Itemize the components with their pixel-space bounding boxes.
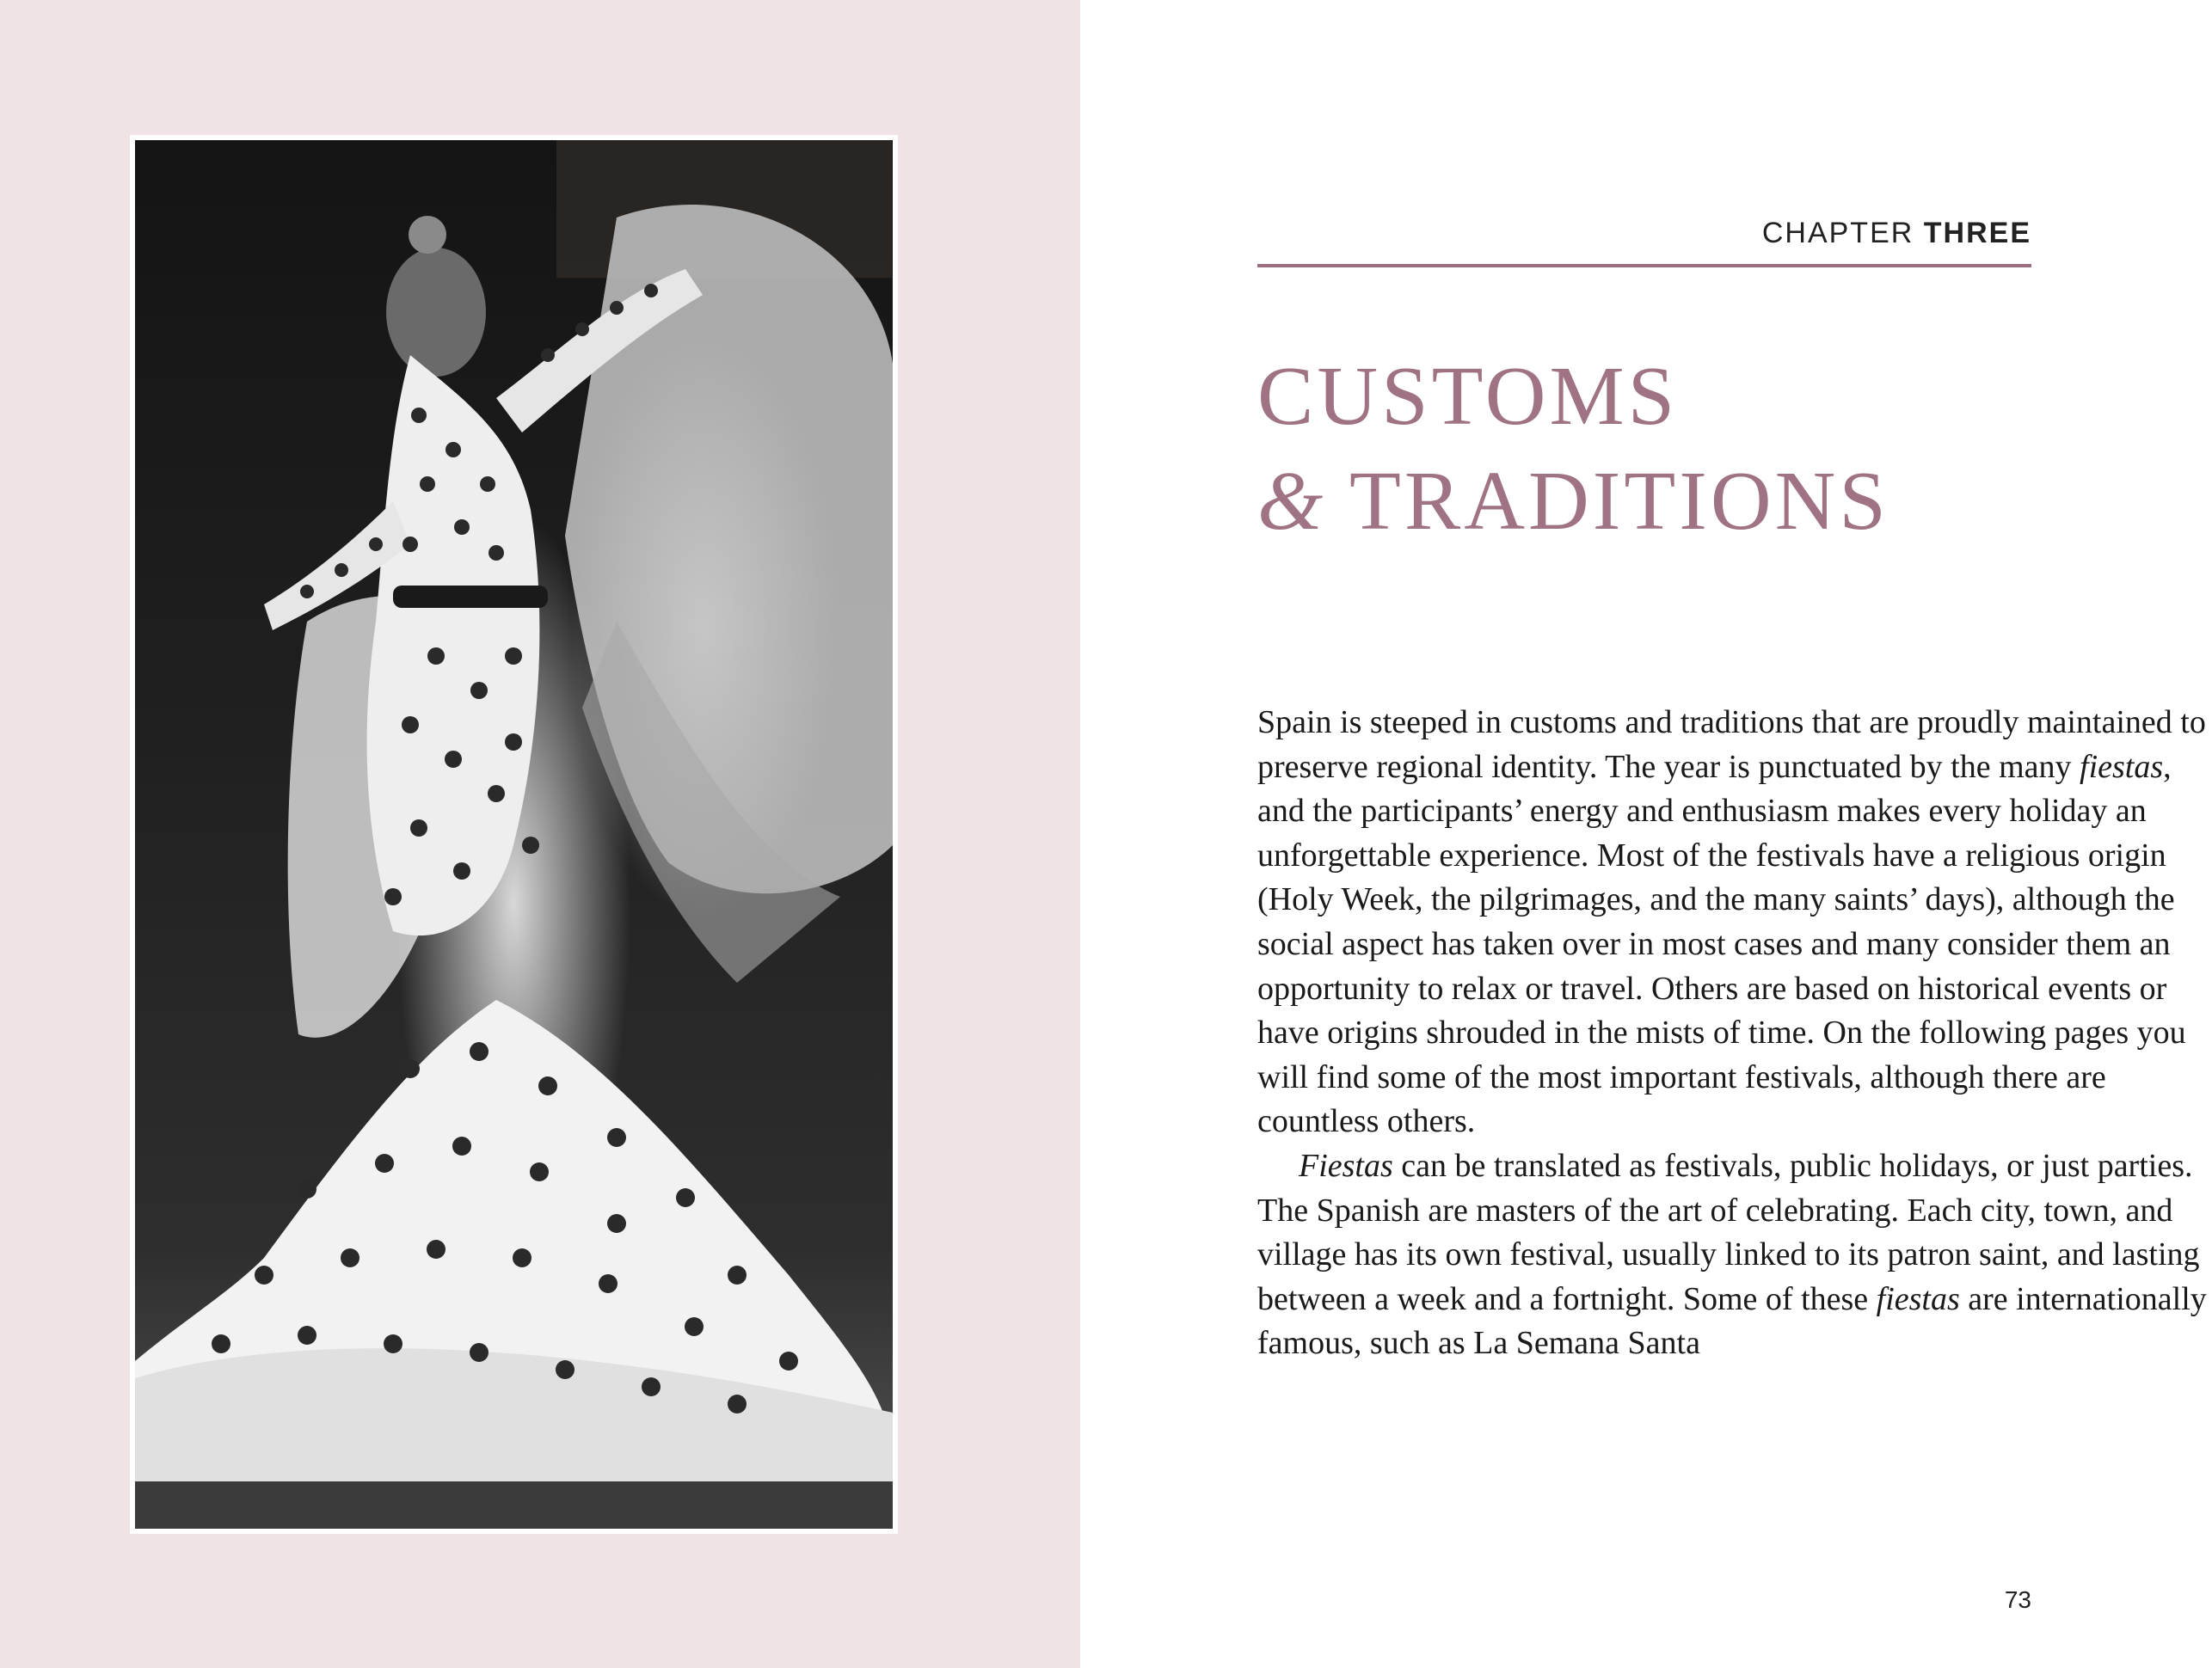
chapter-word: CHAPTER	[1761, 217, 1914, 249]
title-line-2: TRADITIONS	[1349, 455, 1889, 548]
paragraph-2	[1257, 1144, 2212, 1366]
chapter-label	[1762, 217, 2031, 250]
paragraph-2-italic-2: fiestas	[1876, 1280, 1960, 1317]
paragraph-1	[1257, 701, 2212, 1144]
paragraph-1-after: , and the participants’ energy and enthusiasm makes every holiday an unforgettable experience. Most of the festivals have a religious origin (Holy Week, the pilgrimages, and the many saints’ days), although the social aspect has taken over in most cases and many consider them an opportunity to relax or travel. Others are based on historical events or have origins shrouded in the mists of time. On the following pages you will find some of the most important festivals, although there are countless others.	[1257, 748, 2186, 1140]
photo-frame	[130, 135, 898, 1534]
page-number: 73	[2004, 1586, 2031, 1613]
chapter-title	[1257, 344, 1889, 554]
title-ampersand: &	[1257, 455, 1327, 548]
right-page	[1080, 0, 2207, 1668]
paragraph-1-italic: fiestas	[2080, 748, 2164, 785]
paragraph-1-before: Spain is steeped in customs and traditions that are proudly maintained to preserve regional identity. The year is punctuated by the many	[1257, 704, 2206, 785]
chapter-number: THREE	[1923, 217, 2031, 249]
paragraph-2-italic-1: Fiestas	[1299, 1147, 1393, 1184]
title-line-1: CUSTOMS	[1257, 350, 1679, 443]
paragraph-2-text-1: can be translated as festivals, public holidays, or just parties. The Spanish are masters of the art of celebrating. Each city, town, and village has its own festival, usually linked to its patron saint, and lasting between a week and a fortnight. Some of these	[1257, 1147, 2200, 1317]
chapter-divider	[1257, 264, 2031, 267]
paragraph-2-text-2: are internationally famous, such as La Semana Santa	[1257, 1280, 2207, 1362]
photo-illustration	[135, 140, 893, 1529]
flamenco-dancer-photo	[135, 140, 893, 1529]
body-text	[1257, 701, 2212, 1366]
left-page	[0, 0, 1080, 1668]
